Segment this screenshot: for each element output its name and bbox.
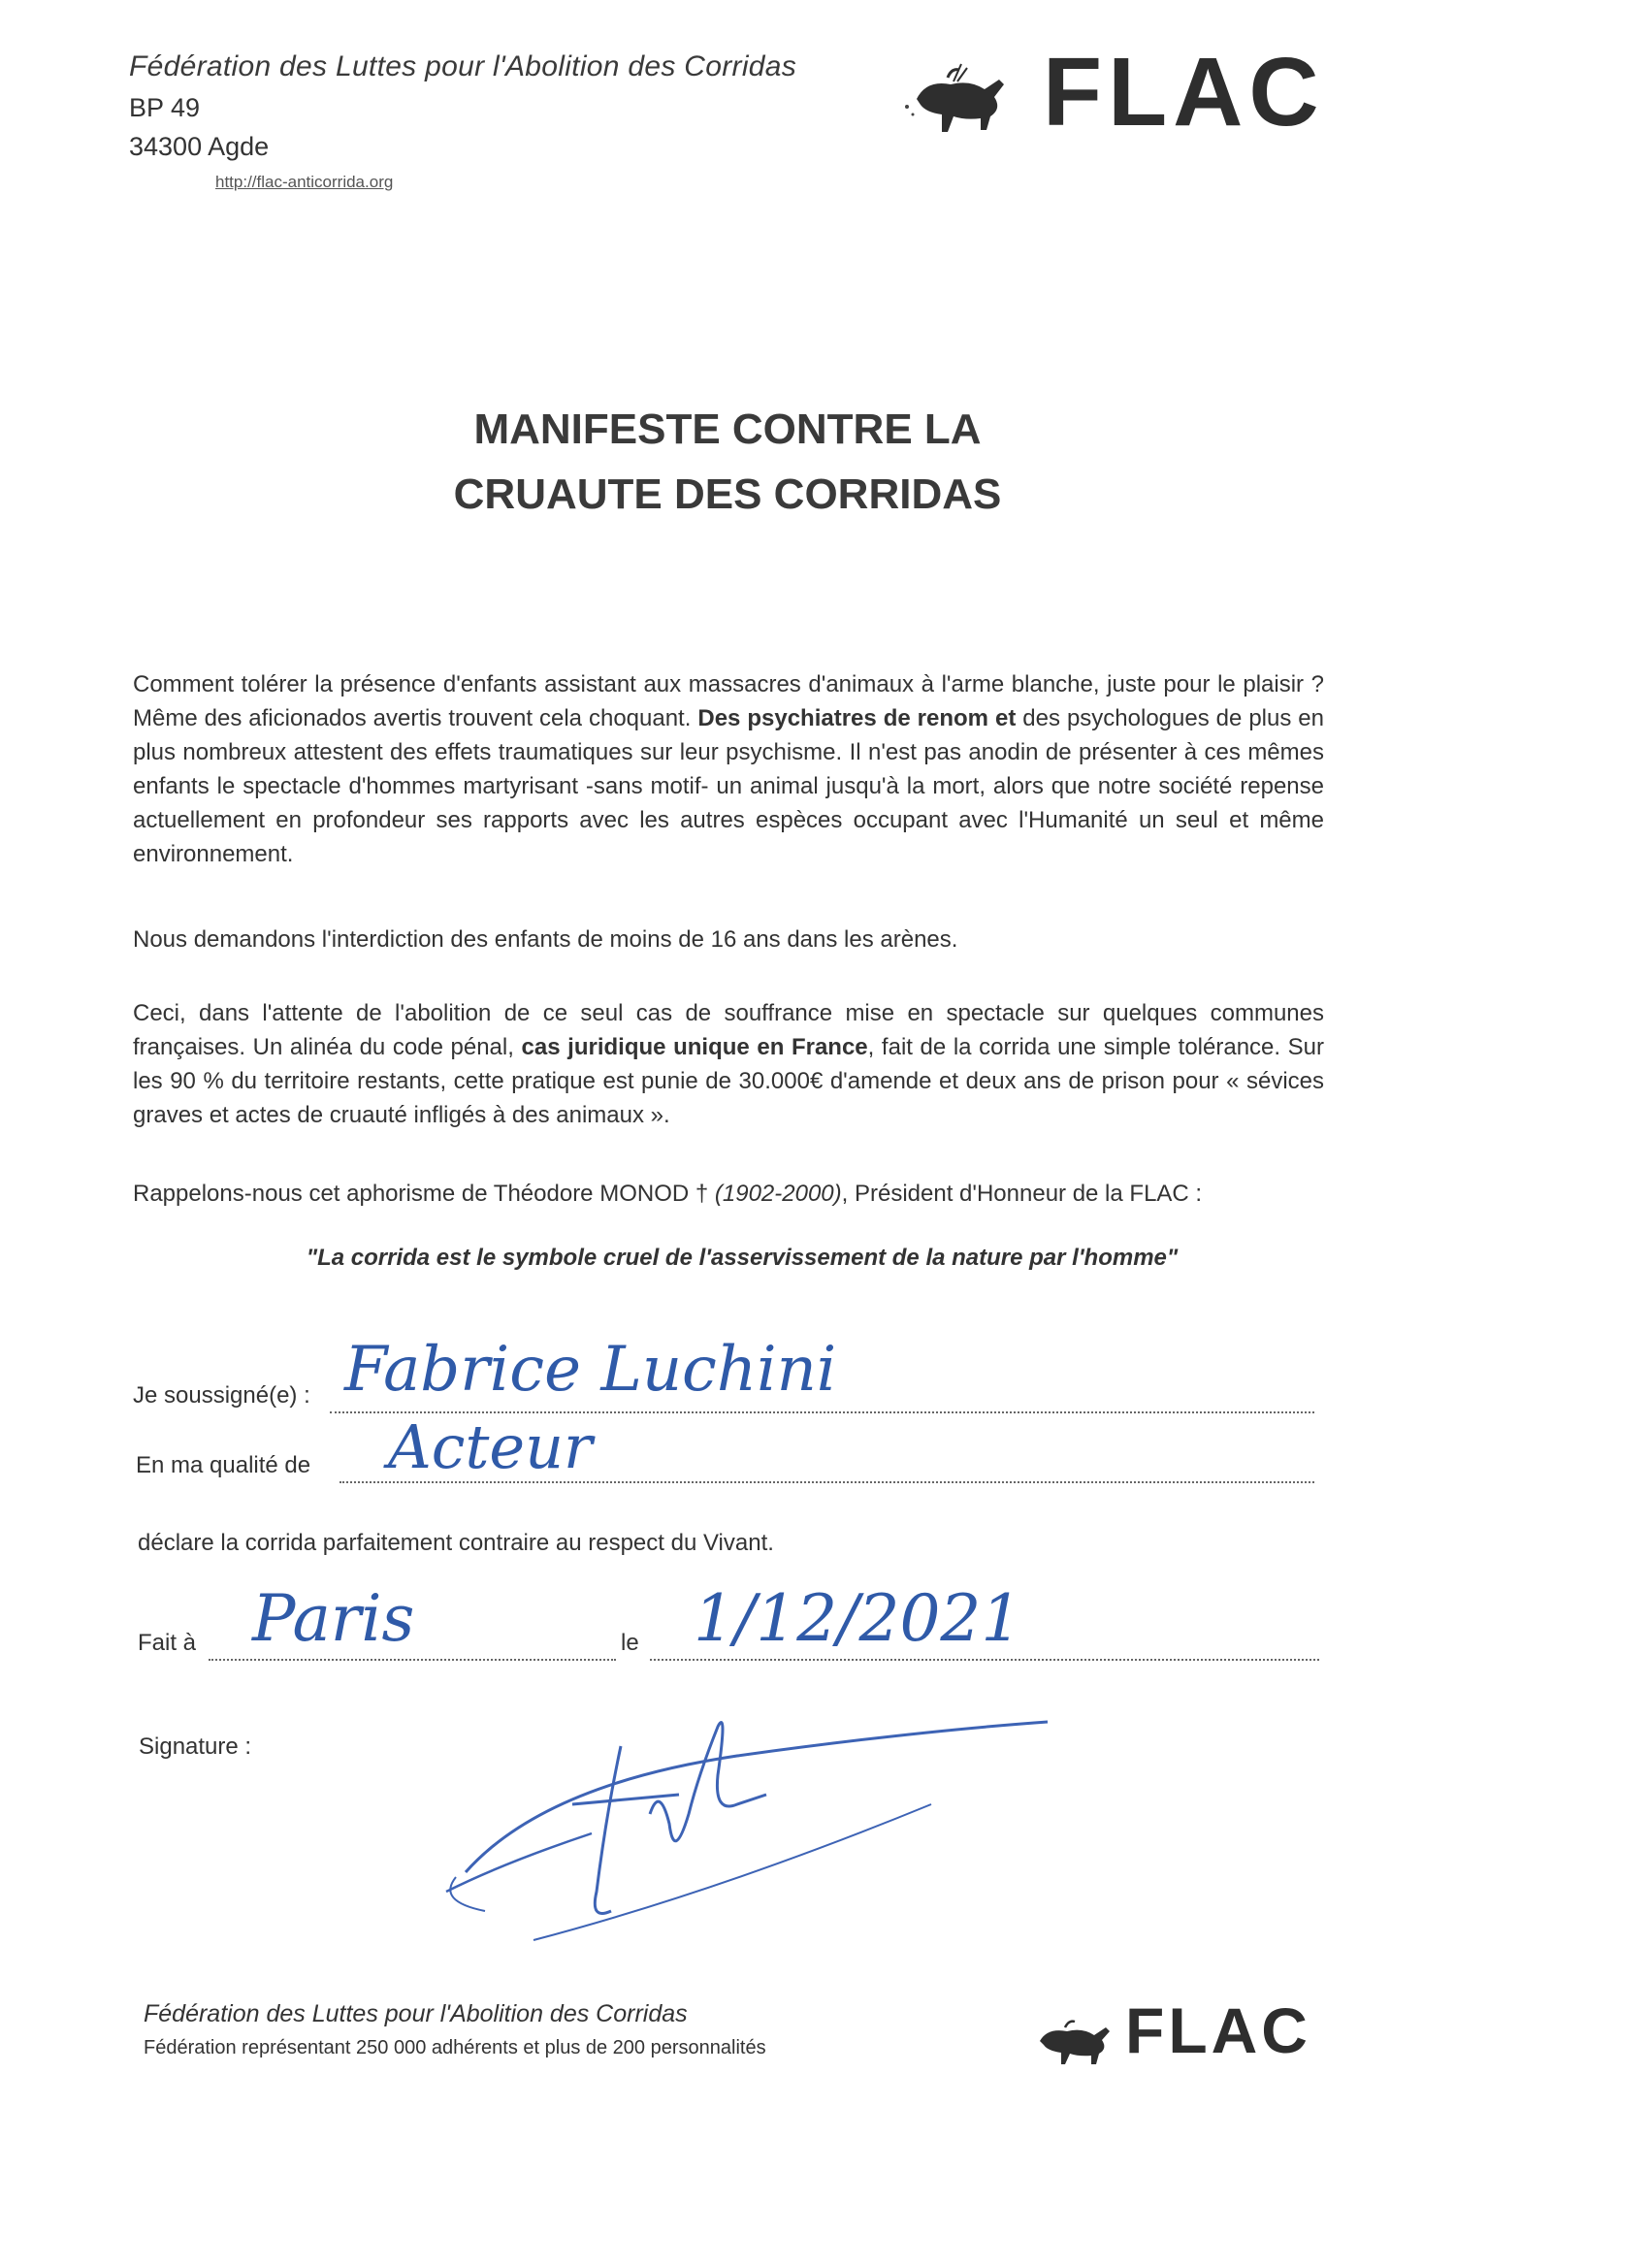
name-handwritten: Fabrice Luchini [344,1334,837,1406]
date-dotted-line [650,1659,1319,1661]
footer-bull-logo-icon [1026,2008,1123,2066]
date-label: le [621,1630,639,1656]
place-label: Fait à [138,1630,197,1656]
paragraph-1: Comment tolérer la présence d'enfants assistant aux massacres d'animaux à l'arme blanche, juste pour le plaisir ? Même des aficionados avertis trouvent cela choquant. Des psychiatres de renom et des psychologues de plus en plus nombreux attestent des effets traumatiques sur leur psychisme. Il n'est pas anodin de présenter à ces mêmes enfants le spectacle d'hommes martyrisant -sans motif- un animal jusqu'à la mort, alors que notre société repense actuellement en profondeur ses rapports avec les autres espèces occupant avec l'Humanité un seul et même environnement. [133,671,1324,867]
footer-subtitle: Fédération représentant 250 000 adhérents et plus de 200 personnalités [144,2037,766,2058]
declaration-text: déclare la corrida parfaitement contraire au respect du Vivant. [138,1530,774,1556]
header-organization: Fédération des Luttes pour l'Abolition des Corridas [129,50,797,82]
quality-label: En ma qualité de [136,1452,311,1478]
date-handwritten: 1/12/2021 [694,1581,1022,1656]
title-line1: MANIFESTE CONTRE LA [473,405,982,453]
place-dotted-line [209,1659,616,1661]
paragraph-3: Ceci, dans l'attente de l'abolition de ce seul cas de souffrance mise en spectacle sur quelques communes françaises. Un alinéa du code pénal, cas juridique unique en France, fait de la corrida une simple tolérance. Sur les 90 % du territoire restants, cette pratique est punie de 30.000€ d'amende et deux ans de prison pour « sévices graves et actes de cruauté infligés à des animaux ». [133,1000,1325,1128]
place-handwritten: Paris [252,1581,415,1656]
header-url[interactable]: http://flac-anticorrida.org [215,173,394,191]
quality-handwritten: Acteur [388,1411,593,1482]
bull-logo-icon [897,50,1023,138]
signature-icon [427,1669,1067,1950]
paragraph-4: Rappelons-nous cet aphorisme de Théodore MONOD † (1902-2000), Président d'Honneur de la FLAC : [133,1181,1203,1207]
flac-logo-text: FLAC [1043,38,1325,146]
footer-organization: Fédération des Luttes pour l'Abolition des Corridas [144,2000,688,2027]
footer-flac-logo-text: FLAC [1125,1994,1311,2066]
quote: "La corrida est le symbole cruel de l'asservissement de la nature par l'homme" [306,1245,1179,1271]
header-address-line1: BP 49 [129,93,201,122]
paragraph-2: Nous demandons l'interdiction des enfants de moins de 16 ans dans les arènes. [133,926,958,953]
name-label: Je soussigné(e) : [133,1382,310,1409]
title-line2: CRUAUTE DES CORRIDAS [453,470,1002,518]
signature-label: Signature : [139,1733,252,1760]
header-address-line2: 34300 Agde [129,132,270,161]
